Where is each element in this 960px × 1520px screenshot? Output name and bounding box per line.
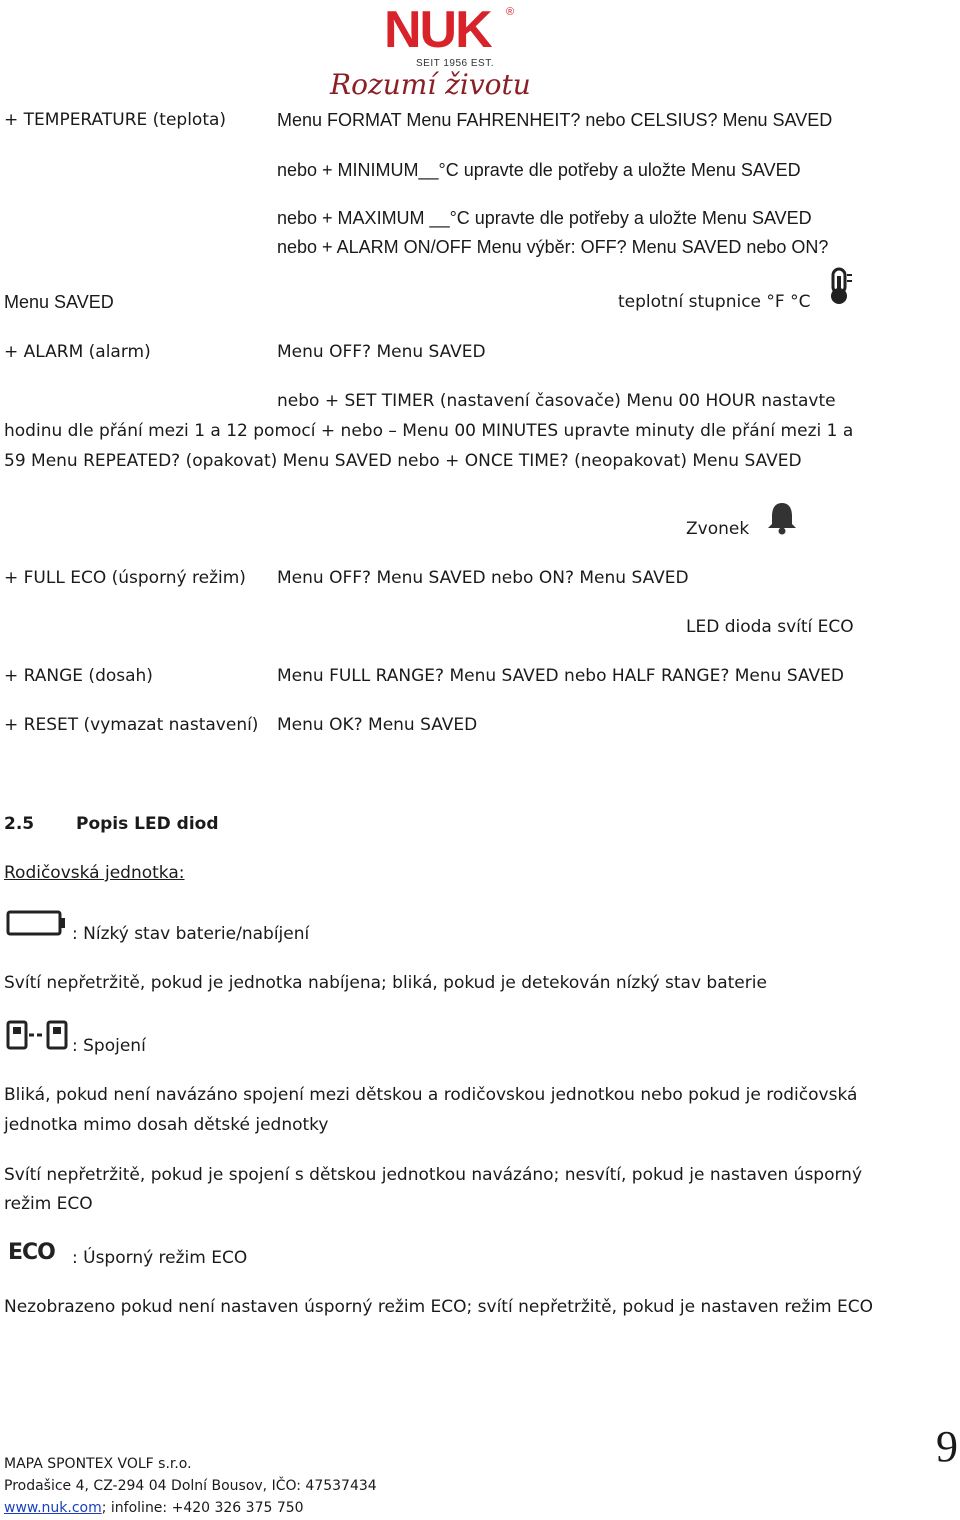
link-desc-1-line-1: Bliká, pokud není navázáno spojení mezi dětskou a rodičovskou jednotkou nebo pokud je rodičovská bbox=[4, 1085, 858, 1105]
menu-saved-text: Menu SAVED bbox=[4, 292, 114, 312]
eco-label: : Úsporný režim ECO bbox=[72, 1248, 248, 1268]
section-subtitle: Rodičovská jednotka: bbox=[4, 863, 185, 883]
website-link[interactable]: www.nuk.com bbox=[4, 1500, 102, 1516]
nuk-logo bbox=[328, 2, 558, 106]
temperature-line-2: nebo + MINIMUM__°C upravte dle potřeby a uložte Menu SAVED bbox=[277, 160, 801, 180]
footer-address: Prodašice 4, CZ-294 04 Dolní Bousov, IČO: 47537434 bbox=[4, 1478, 377, 1494]
eco-menu-line: Menu OFF? Menu SAVED nebo ON? Menu SAVED bbox=[277, 568, 689, 588]
thermometer-icon bbox=[818, 266, 860, 308]
link-label: : Spojení bbox=[72, 1036, 146, 1056]
bell-icon bbox=[762, 498, 802, 538]
eco-icon: ECO bbox=[8, 1240, 55, 1265]
temperature-label: + TEMPERATURE (teplota) bbox=[4, 110, 227, 130]
link-desc-1-line-2: jednotka mimo dosah dětské jednotky bbox=[4, 1115, 329, 1135]
link-desc-2-line-2: režim ECO bbox=[4, 1194, 93, 1214]
footer-company: MAPA SPONTEX VOLF s.r.o. bbox=[4, 1456, 192, 1472]
battery-desc: Svítí nepřetržitě, pokud je jednotka nabíjena; bliká, pokud je detekován nízký stav baterie bbox=[4, 973, 767, 993]
section-number: 2.5 bbox=[4, 814, 35, 834]
logo-registered: ® bbox=[506, 6, 515, 18]
footer-contact bbox=[4, 1499, 304, 1517]
scale-caption: teplotní stupnice °F °C bbox=[618, 292, 811, 312]
temperature-line-4: nebo + ALARM ON/OFF Menu výběr: OFF? Menu SAVED nebo ON? bbox=[277, 237, 829, 257]
link-desc-2-line-1: Svítí nepřetržitě, pokud je spojení s dětskou jednotkou navázáno; nesvítí, pokud je nastaven úsporný bbox=[4, 1165, 863, 1185]
reset-label: + RESET (vymazat nastavení) bbox=[4, 715, 259, 735]
bell-caption: Zvonek bbox=[686, 519, 750, 539]
battery-label: : Nízký stav baterie/nabíjení bbox=[72, 924, 310, 944]
range-label: + RANGE (dosah) bbox=[4, 666, 153, 686]
eco-menu-label: + FULL ECO (úsporný režim) bbox=[4, 568, 246, 588]
eco-caption: LED dioda svítí ECO bbox=[686, 617, 854, 637]
page-number: 9 bbox=[936, 1422, 958, 1471]
battery-icon bbox=[4, 906, 68, 940]
timer-line-3: 59 Menu REPEATED? (opakovat) Menu SAVED nebo + ONCE TIME? (neopakovat) Menu SAVED bbox=[4, 451, 802, 471]
alarm-label: + ALARM (alarm) bbox=[4, 342, 151, 362]
link-icon bbox=[4, 1018, 70, 1054]
temperature-line-1: Menu FORMAT Menu FAHRENHEIT? nebo CELSIUS? Menu SAVED bbox=[277, 110, 833, 130]
reset-line: Menu OK? Menu SAVED bbox=[277, 715, 478, 735]
logo-slogan: Rozumí životu bbox=[330, 68, 531, 101]
alarm-line-1: Menu OFF? Menu SAVED bbox=[277, 342, 486, 362]
logo-established: SEIT 1956 EST. bbox=[416, 58, 494, 69]
footer-infoline: ; infoline: +420 326 375 750 bbox=[101, 1500, 304, 1516]
range-line: Menu FULL RANGE? Menu SAVED nebo HALF RANGE? Menu SAVED bbox=[277, 666, 844, 686]
section-title: Popis LED diod bbox=[76, 814, 219, 834]
timer-line-2: hodinu dle přání mezi 1 a 12 pomocí + nebo – Menu 00 MINUTES upravte minuty dle přání mezi 1 a bbox=[4, 421, 854, 441]
timer-line-1: nebo + SET TIMER (nastavení časovače) Menu 00 HOUR nastavte bbox=[277, 391, 836, 411]
eco-desc: Nezobrazeno pokud není nastaven úsporný režim ECO; svítí nepřetržitě, pokud je nastaven režim ECO bbox=[4, 1297, 874, 1317]
logo-brand: NUK bbox=[384, 1, 491, 59]
temperature-line-3: nebo + MAXIMUM __°C upravte dle potřeby a uložte Menu SAVED bbox=[277, 208, 812, 228]
